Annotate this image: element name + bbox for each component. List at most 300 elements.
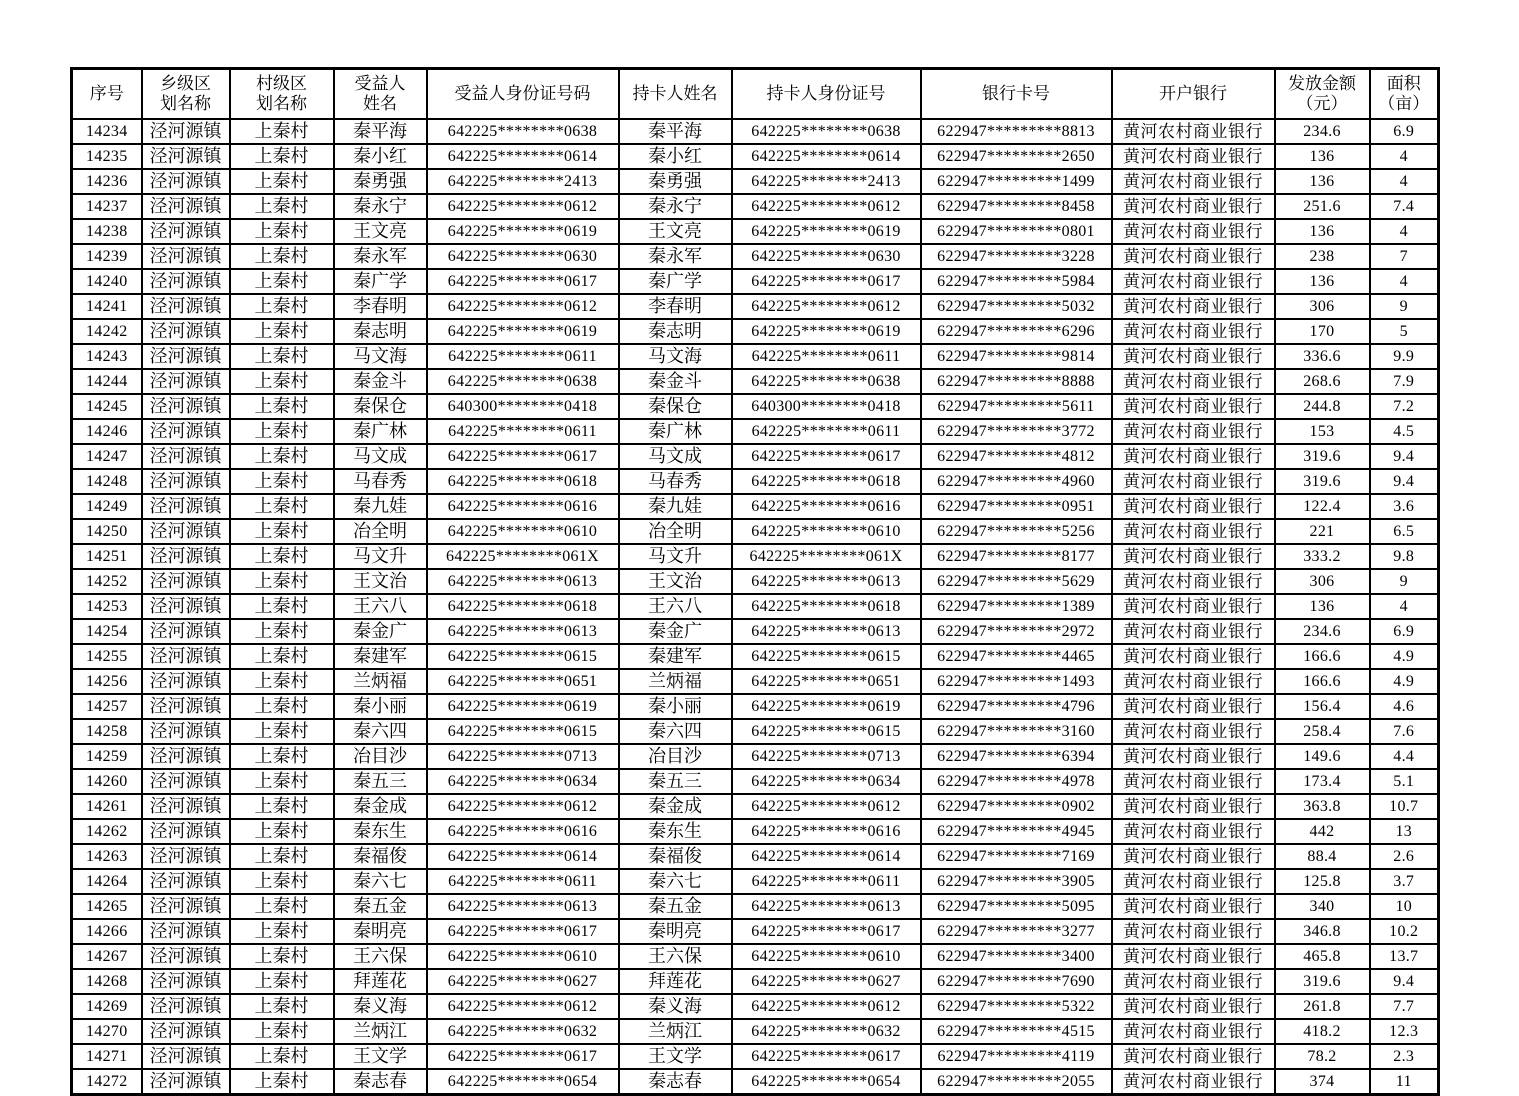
cell-bank: 黄河农村商业银行 bbox=[1112, 1069, 1275, 1095]
cell-township: 泾河源镇 bbox=[142, 644, 230, 669]
cell-bank: 黄河农村商业银行 bbox=[1112, 794, 1275, 819]
cell-village: 上秦村 bbox=[230, 994, 334, 1019]
cell-village: 上秦村 bbox=[230, 1019, 334, 1044]
cell-serial: 14254 bbox=[72, 619, 142, 644]
cell-beneficiary: 秦志春 bbox=[334, 1069, 427, 1095]
cell-township: 泾河源镇 bbox=[142, 544, 230, 569]
cell-cardholder: 王文亮 bbox=[619, 219, 732, 244]
cell-beneficiary-id: 642225********2413 bbox=[427, 169, 619, 194]
cell-area: 9.8 bbox=[1370, 544, 1439, 569]
cell-amount: 234.6 bbox=[1275, 119, 1370, 144]
cell-cardholder: 秦保仓 bbox=[619, 394, 732, 419]
cell-card-number: 622947*********6394 bbox=[921, 744, 1112, 769]
table-row bbox=[72, 969, 1439, 994]
cell-village: 上秦村 bbox=[230, 469, 334, 494]
cell-township: 泾河源镇 bbox=[142, 619, 230, 644]
cell-village: 上秦村 bbox=[230, 869, 334, 894]
table-row bbox=[72, 1069, 1439, 1095]
cell-serial: 14257 bbox=[72, 694, 142, 719]
cell-area: 4.4 bbox=[1370, 744, 1439, 769]
cell-bank: 黄河农村商业银行 bbox=[1112, 694, 1275, 719]
column-header-area bbox=[1370, 69, 1439, 120]
cell-cardholder-id: 642225********0713 bbox=[732, 744, 921, 769]
cell-cardholder-id: 642225********0618 bbox=[732, 594, 921, 619]
cell-cardholder: 冶全明 bbox=[619, 519, 732, 544]
cell-area: 7.2 bbox=[1370, 394, 1439, 419]
table-row bbox=[72, 769, 1439, 794]
column-header-line: 序号 bbox=[89, 83, 124, 103]
table-row bbox=[72, 194, 1439, 219]
cell-card-number: 622947*********3228 bbox=[921, 244, 1112, 269]
cell-card-number: 622947*********4960 bbox=[921, 469, 1112, 494]
column-header-bank bbox=[1112, 69, 1275, 120]
cell-beneficiary: 兰炳福 bbox=[334, 669, 427, 694]
cell-serial: 14260 bbox=[72, 769, 142, 794]
cell-serial: 14259 bbox=[72, 744, 142, 769]
cell-amount: 251.6 bbox=[1275, 194, 1370, 219]
cell-beneficiary: 马文升 bbox=[334, 544, 427, 569]
cell-beneficiary-id: 642225********0619 bbox=[427, 219, 619, 244]
cell-township: 泾河源镇 bbox=[142, 1044, 230, 1069]
cell-serial: 14251 bbox=[72, 544, 142, 569]
cell-township: 泾河源镇 bbox=[142, 969, 230, 994]
cell-card-number: 622947*********2055 bbox=[921, 1069, 1112, 1095]
cell-beneficiary-id: 642225********0619 bbox=[427, 319, 619, 344]
cell-beneficiary-id: 642225********0614 bbox=[427, 844, 619, 869]
cell-area: 2.6 bbox=[1370, 844, 1439, 869]
cell-village: 上秦村 bbox=[230, 419, 334, 444]
cell-cardholder: 秦志春 bbox=[619, 1069, 732, 1095]
cell-card-number: 622947*********4812 bbox=[921, 444, 1112, 469]
table-row bbox=[72, 719, 1439, 744]
cell-area: 4 bbox=[1370, 594, 1439, 619]
cell-serial: 14270 bbox=[72, 1019, 142, 1044]
cell-amount: 170 bbox=[1275, 319, 1370, 344]
cell-township: 泾河源镇 bbox=[142, 769, 230, 794]
cell-bank: 黄河农村商业银行 bbox=[1112, 394, 1275, 419]
cell-amount: 78.2 bbox=[1275, 1044, 1370, 1069]
cell-village: 上秦村 bbox=[230, 394, 334, 419]
cell-card-number: 622947*********4119 bbox=[921, 1044, 1112, 1069]
cell-township: 泾河源镇 bbox=[142, 719, 230, 744]
cell-area: 13 bbox=[1370, 819, 1439, 844]
cell-amount: 166.6 bbox=[1275, 644, 1370, 669]
cell-bank: 黄河农村商业银行 bbox=[1112, 1044, 1275, 1069]
cell-bank: 黄河农村商业银行 bbox=[1112, 944, 1275, 969]
cell-village: 上秦村 bbox=[230, 894, 334, 919]
cell-cardholder-id: 642225********0612 bbox=[732, 994, 921, 1019]
cell-beneficiary-id: 642225********0617 bbox=[427, 919, 619, 944]
column-header-line: 乡级区 bbox=[160, 73, 211, 93]
cell-card-number: 622947*********5629 bbox=[921, 569, 1112, 594]
cell-card-number: 622947*********1499 bbox=[921, 169, 1112, 194]
cell-serial: 14256 bbox=[72, 669, 142, 694]
column-header-line: 划名称 bbox=[160, 94, 211, 113]
cell-beneficiary: 冶目沙 bbox=[334, 744, 427, 769]
table-row bbox=[72, 119, 1439, 144]
cell-cardholder: 秦勇强 bbox=[619, 169, 732, 194]
cell-amount: 136 bbox=[1275, 269, 1370, 294]
cell-card-number: 622947*********0801 bbox=[921, 219, 1112, 244]
cell-serial: 14242 bbox=[72, 319, 142, 344]
cell-village: 上秦村 bbox=[230, 244, 334, 269]
cell-amount: 346.8 bbox=[1275, 919, 1370, 944]
table-row bbox=[72, 469, 1439, 494]
cell-area: 5 bbox=[1370, 319, 1439, 344]
cell-village: 上秦村 bbox=[230, 769, 334, 794]
cell-beneficiary-id: 642225********0612 bbox=[427, 294, 619, 319]
cell-township: 泾河源镇 bbox=[142, 994, 230, 1019]
cell-card-number: 622947*********8177 bbox=[921, 544, 1112, 569]
cell-cardholder-id: 642225********0618 bbox=[732, 469, 921, 494]
cell-village: 上秦村 bbox=[230, 744, 334, 769]
cell-village: 上秦村 bbox=[230, 119, 334, 144]
cell-township: 泾河源镇 bbox=[142, 594, 230, 619]
cell-bank: 黄河农村商业银行 bbox=[1112, 894, 1275, 919]
cell-area: 4.9 bbox=[1370, 669, 1439, 694]
cell-beneficiary-id: 642225********0614 bbox=[427, 144, 619, 169]
cell-beneficiary-id: 642225********0611 bbox=[427, 419, 619, 444]
cell-cardholder: 秦明亮 bbox=[619, 919, 732, 944]
cell-amount: 258.4 bbox=[1275, 719, 1370, 744]
cell-serial: 14246 bbox=[72, 419, 142, 444]
cell-bank: 黄河农村商业银行 bbox=[1112, 619, 1275, 644]
cell-area: 4.9 bbox=[1370, 644, 1439, 669]
column-header-cardholder-id bbox=[732, 69, 921, 120]
cell-cardholder-id: 642225********0634 bbox=[732, 769, 921, 794]
cell-village: 上秦村 bbox=[230, 919, 334, 944]
cell-cardholder: 兰炳福 bbox=[619, 669, 732, 694]
cell-serial: 14243 bbox=[72, 344, 142, 369]
cell-beneficiary: 秦五三 bbox=[334, 769, 427, 794]
column-header-amount bbox=[1275, 69, 1370, 120]
cell-township: 泾河源镇 bbox=[142, 444, 230, 469]
cell-beneficiary-id: 642225********0611 bbox=[427, 869, 619, 894]
cell-cardholder: 马文成 bbox=[619, 444, 732, 469]
cell-township: 泾河源镇 bbox=[142, 269, 230, 294]
cell-cardholder-id: 642225********0619 bbox=[732, 219, 921, 244]
cell-cardholder: 兰炳江 bbox=[619, 1019, 732, 1044]
cell-beneficiary: 王六保 bbox=[334, 944, 427, 969]
cell-area: 4 bbox=[1370, 219, 1439, 244]
cell-beneficiary-id: 642225********0618 bbox=[427, 469, 619, 494]
cell-township: 泾河源镇 bbox=[142, 419, 230, 444]
cell-cardholder: 马文升 bbox=[619, 544, 732, 569]
cell-card-number: 622947*********0902 bbox=[921, 794, 1112, 819]
cell-township: 泾河源镇 bbox=[142, 519, 230, 544]
column-header-line: 面积 bbox=[1386, 73, 1421, 93]
table-row bbox=[72, 694, 1439, 719]
cell-amount: 166.6 bbox=[1275, 669, 1370, 694]
cell-township: 泾河源镇 bbox=[142, 119, 230, 144]
cell-township: 泾河源镇 bbox=[142, 369, 230, 394]
cell-cardholder: 王六保 bbox=[619, 944, 732, 969]
cell-township: 泾河源镇 bbox=[142, 1069, 230, 1095]
cell-village: 上秦村 bbox=[230, 694, 334, 719]
cell-area: 7 bbox=[1370, 244, 1439, 269]
cell-card-number: 622947*********4796 bbox=[921, 694, 1112, 719]
cell-cardholder: 马春秀 bbox=[619, 469, 732, 494]
cell-cardholder-id: 642225********0614 bbox=[732, 144, 921, 169]
cell-cardholder: 秦六七 bbox=[619, 869, 732, 894]
cell-amount: 319.6 bbox=[1275, 969, 1370, 994]
column-header-village bbox=[230, 69, 334, 120]
table-row bbox=[72, 169, 1439, 194]
cell-beneficiary-id: 642225********0618 bbox=[427, 594, 619, 619]
cell-cardholder-id: 642225********0638 bbox=[732, 369, 921, 394]
cell-village: 上秦村 bbox=[230, 319, 334, 344]
cell-card-number: 622947*********8888 bbox=[921, 369, 1112, 394]
cell-area: 9.4 bbox=[1370, 969, 1439, 994]
cell-cardholder: 秦六四 bbox=[619, 719, 732, 744]
table-row bbox=[72, 619, 1439, 644]
cell-amount: 153 bbox=[1275, 419, 1370, 444]
cell-serial: 14250 bbox=[72, 519, 142, 544]
cell-serial: 14272 bbox=[72, 1069, 142, 1095]
cell-cardholder: 秦广林 bbox=[619, 419, 732, 444]
cell-village: 上秦村 bbox=[230, 1044, 334, 1069]
cell-beneficiary-id: 642225********0654 bbox=[427, 1069, 619, 1095]
cell-bank: 黄河农村商业银行 bbox=[1112, 844, 1275, 869]
cell-area: 5.1 bbox=[1370, 769, 1439, 794]
cell-cardholder: 秦金成 bbox=[619, 794, 732, 819]
cell-beneficiary-id: 642225********0610 bbox=[427, 519, 619, 544]
cell-township: 泾河源镇 bbox=[142, 744, 230, 769]
cell-serial: 14255 bbox=[72, 644, 142, 669]
cell-card-number: 622947*********3160 bbox=[921, 719, 1112, 744]
table-row bbox=[72, 519, 1439, 544]
cell-village: 上秦村 bbox=[230, 494, 334, 519]
cell-amount: 333.2 bbox=[1275, 544, 1370, 569]
table-row bbox=[72, 319, 1439, 344]
cell-beneficiary-id: 642225********0634 bbox=[427, 769, 619, 794]
cell-amount: 136 bbox=[1275, 144, 1370, 169]
cell-card-number: 622947*********3772 bbox=[921, 419, 1112, 444]
cell-amount: 306 bbox=[1275, 569, 1370, 594]
cell-beneficiary-id: 642225********0619 bbox=[427, 694, 619, 719]
cell-cardholder-id: 642225********0638 bbox=[732, 119, 921, 144]
cell-amount: 465.8 bbox=[1275, 944, 1370, 969]
cell-card-number: 622947*********0951 bbox=[921, 494, 1112, 519]
cell-bank: 黄河农村商业银行 bbox=[1112, 544, 1275, 569]
cell-cardholder-id: 642225********0630 bbox=[732, 244, 921, 269]
cell-beneficiary: 秦保仓 bbox=[334, 394, 427, 419]
cell-cardholder: 李春明 bbox=[619, 294, 732, 319]
cell-card-number: 622947*********5095 bbox=[921, 894, 1112, 919]
table-row bbox=[72, 594, 1439, 619]
cell-beneficiary: 秦小红 bbox=[334, 144, 427, 169]
cell-cardholder-id: 642225********0612 bbox=[732, 194, 921, 219]
cell-beneficiary-id: 642225********0617 bbox=[427, 269, 619, 294]
cell-beneficiary: 王六八 bbox=[334, 594, 427, 619]
cell-beneficiary-id: 642225********0613 bbox=[427, 619, 619, 644]
cell-amount: 306 bbox=[1275, 294, 1370, 319]
cell-township: 泾河源镇 bbox=[142, 344, 230, 369]
cell-beneficiary-id: 642225********0616 bbox=[427, 819, 619, 844]
column-header-cardholder bbox=[619, 69, 732, 120]
cell-serial: 14237 bbox=[72, 194, 142, 219]
cell-area: 13.7 bbox=[1370, 944, 1439, 969]
cell-serial: 14266 bbox=[72, 919, 142, 944]
table-row bbox=[72, 369, 1439, 394]
cell-card-number: 622947*********3277 bbox=[921, 919, 1112, 944]
cell-serial: 14239 bbox=[72, 244, 142, 269]
cell-serial: 14235 bbox=[72, 144, 142, 169]
cell-area: 10 bbox=[1370, 894, 1439, 919]
cell-amount: 418.2 bbox=[1275, 1019, 1370, 1044]
cell-bank: 黄河农村商业银行 bbox=[1112, 344, 1275, 369]
cell-area: 7.9 bbox=[1370, 369, 1439, 394]
cell-cardholder: 王文治 bbox=[619, 569, 732, 594]
cell-area: 3.7 bbox=[1370, 869, 1439, 894]
cell-bank: 黄河农村商业银行 bbox=[1112, 519, 1275, 544]
cell-card-number: 622947*********5256 bbox=[921, 519, 1112, 544]
cell-beneficiary-id: 642225********0630 bbox=[427, 244, 619, 269]
cell-cardholder: 秦永宁 bbox=[619, 194, 732, 219]
cell-bank: 黄河农村商业银行 bbox=[1112, 594, 1275, 619]
cell-beneficiary: 秦广林 bbox=[334, 419, 427, 444]
cell-serial: 14249 bbox=[72, 494, 142, 519]
cell-beneficiary: 马春秀 bbox=[334, 469, 427, 494]
cell-serial: 14240 bbox=[72, 269, 142, 294]
column-header-line: 受益人 bbox=[354, 73, 406, 93]
cell-beneficiary-id: 642225********0632 bbox=[427, 1019, 619, 1044]
cell-card-number: 622947*********4945 bbox=[921, 819, 1112, 844]
cell-village: 上秦村 bbox=[230, 294, 334, 319]
cell-cardholder: 秦九娃 bbox=[619, 494, 732, 519]
cell-amount: 136 bbox=[1275, 169, 1370, 194]
cell-beneficiary: 秦六七 bbox=[334, 869, 427, 894]
cell-beneficiary-id: 642225********0613 bbox=[427, 569, 619, 594]
cell-amount: 88.4 bbox=[1275, 844, 1370, 869]
cell-amount: 363.8 bbox=[1275, 794, 1370, 819]
cell-serial: 14268 bbox=[72, 969, 142, 994]
table-row bbox=[72, 644, 1439, 669]
cell-serial: 14234 bbox=[72, 119, 142, 144]
cell-beneficiary: 秦五金 bbox=[334, 894, 427, 919]
cell-beneficiary: 秦平海 bbox=[334, 119, 427, 144]
cell-cardholder-id: 642225********0651 bbox=[732, 669, 921, 694]
table-row bbox=[72, 844, 1439, 869]
cell-beneficiary-id: 642225********0611 bbox=[427, 344, 619, 369]
cell-village: 上秦村 bbox=[230, 369, 334, 394]
cell-cardholder: 王六八 bbox=[619, 594, 732, 619]
cell-village: 上秦村 bbox=[230, 644, 334, 669]
cell-cardholder-id: 642225********0617 bbox=[732, 444, 921, 469]
cell-beneficiary: 王文学 bbox=[334, 1044, 427, 1069]
cell-beneficiary-id: 642225********0617 bbox=[427, 1044, 619, 1069]
cell-beneficiary: 秦建军 bbox=[334, 644, 427, 669]
cell-card-number: 622947*********7690 bbox=[921, 969, 1112, 994]
cell-beneficiary: 秦永军 bbox=[334, 244, 427, 269]
cell-bank: 黄河农村商业银行 bbox=[1112, 719, 1275, 744]
cell-bank: 黄河农村商业银行 bbox=[1112, 569, 1275, 594]
cell-cardholder-id: 642225********061X bbox=[732, 544, 921, 569]
cell-serial: 14252 bbox=[72, 569, 142, 594]
cell-amount: 156.4 bbox=[1275, 694, 1370, 719]
cell-cardholder-id: 642225********0614 bbox=[732, 844, 921, 869]
subsidy-table bbox=[70, 67, 1440, 1096]
cell-beneficiary: 秦广学 bbox=[334, 269, 427, 294]
cell-bank: 黄河农村商业银行 bbox=[1112, 969, 1275, 994]
cell-village: 上秦村 bbox=[230, 844, 334, 869]
cell-township: 泾河源镇 bbox=[142, 694, 230, 719]
cell-township: 泾河源镇 bbox=[142, 569, 230, 594]
cell-cardholder-id: 642225********2413 bbox=[732, 169, 921, 194]
cell-beneficiary-id: 642225********0617 bbox=[427, 444, 619, 469]
cell-amount: 122.4 bbox=[1275, 494, 1370, 519]
cell-card-number: 622947*********5032 bbox=[921, 294, 1112, 319]
cell-serial: 14271 bbox=[72, 1044, 142, 1069]
cell-beneficiary: 马文海 bbox=[334, 344, 427, 369]
cell-amount: 149.6 bbox=[1275, 744, 1370, 769]
cell-serial: 14265 bbox=[72, 894, 142, 919]
cell-bank: 黄河农村商业银行 bbox=[1112, 319, 1275, 344]
cell-beneficiary: 秦金成 bbox=[334, 794, 427, 819]
column-header-line: 发放金额 bbox=[1288, 73, 1356, 93]
cell-township: 泾河源镇 bbox=[142, 944, 230, 969]
cell-bank: 黄河农村商业银行 bbox=[1112, 494, 1275, 519]
cell-bank: 黄河农村商业银行 bbox=[1112, 1019, 1275, 1044]
table-row bbox=[72, 544, 1439, 569]
cell-beneficiary-id: 642225********0638 bbox=[427, 369, 619, 394]
cell-cardholder-id: 642225********0613 bbox=[732, 894, 921, 919]
cell-village: 上秦村 bbox=[230, 519, 334, 544]
cell-village: 上秦村 bbox=[230, 269, 334, 294]
cell-beneficiary: 秦义海 bbox=[334, 994, 427, 1019]
cell-serial: 14236 bbox=[72, 169, 142, 194]
cell-cardholder-id: 642225********0612 bbox=[732, 294, 921, 319]
cell-township: 泾河源镇 bbox=[142, 919, 230, 944]
cell-beneficiary-id: 642225********0616 bbox=[427, 494, 619, 519]
cell-amount: 340 bbox=[1275, 894, 1370, 919]
cell-beneficiary-id: 642225********0610 bbox=[427, 944, 619, 969]
cell-bank: 黄河农村商业银行 bbox=[1112, 169, 1275, 194]
cell-village: 上秦村 bbox=[230, 969, 334, 994]
cell-serial: 14269 bbox=[72, 994, 142, 1019]
cell-township: 泾河源镇 bbox=[142, 144, 230, 169]
table-row bbox=[72, 394, 1439, 419]
cell-cardholder: 秦东生 bbox=[619, 819, 732, 844]
cell-amount: 234.6 bbox=[1275, 619, 1370, 644]
cell-amount: 319.6 bbox=[1275, 444, 1370, 469]
cell-township: 泾河源镇 bbox=[142, 244, 230, 269]
cell-card-number: 622947*********4465 bbox=[921, 644, 1112, 669]
cell-cardholder: 马文海 bbox=[619, 344, 732, 369]
cell-beneficiary: 秦六四 bbox=[334, 719, 427, 744]
column-header-beneficiary-id bbox=[427, 69, 619, 120]
cell-township: 泾河源镇 bbox=[142, 844, 230, 869]
cell-bank: 黄河农村商业银行 bbox=[1112, 294, 1275, 319]
column-header-line: 持卡人身份证号 bbox=[766, 83, 886, 103]
cell-township: 泾河源镇 bbox=[142, 819, 230, 844]
cell-card-number: 622947*********1389 bbox=[921, 594, 1112, 619]
cell-bank: 黄河农村商业银行 bbox=[1112, 869, 1275, 894]
cell-township: 泾河源镇 bbox=[142, 494, 230, 519]
cell-card-number: 622947*********6296 bbox=[921, 319, 1112, 344]
cell-bank: 黄河农村商业银行 bbox=[1112, 219, 1275, 244]
cell-amount: 319.6 bbox=[1275, 469, 1370, 494]
cell-cardholder: 秦福俊 bbox=[619, 844, 732, 869]
cell-card-number: 622947*********3905 bbox=[921, 869, 1112, 894]
cell-cardholder: 秦义海 bbox=[619, 994, 732, 1019]
cell-cardholder: 秦五三 bbox=[619, 769, 732, 794]
cell-township: 泾河源镇 bbox=[142, 469, 230, 494]
cell-village: 上秦村 bbox=[230, 169, 334, 194]
cell-cardholder-id: 642225********0613 bbox=[732, 569, 921, 594]
cell-bank: 黄河农村商业银行 bbox=[1112, 194, 1275, 219]
cell-area: 7.4 bbox=[1370, 194, 1439, 219]
